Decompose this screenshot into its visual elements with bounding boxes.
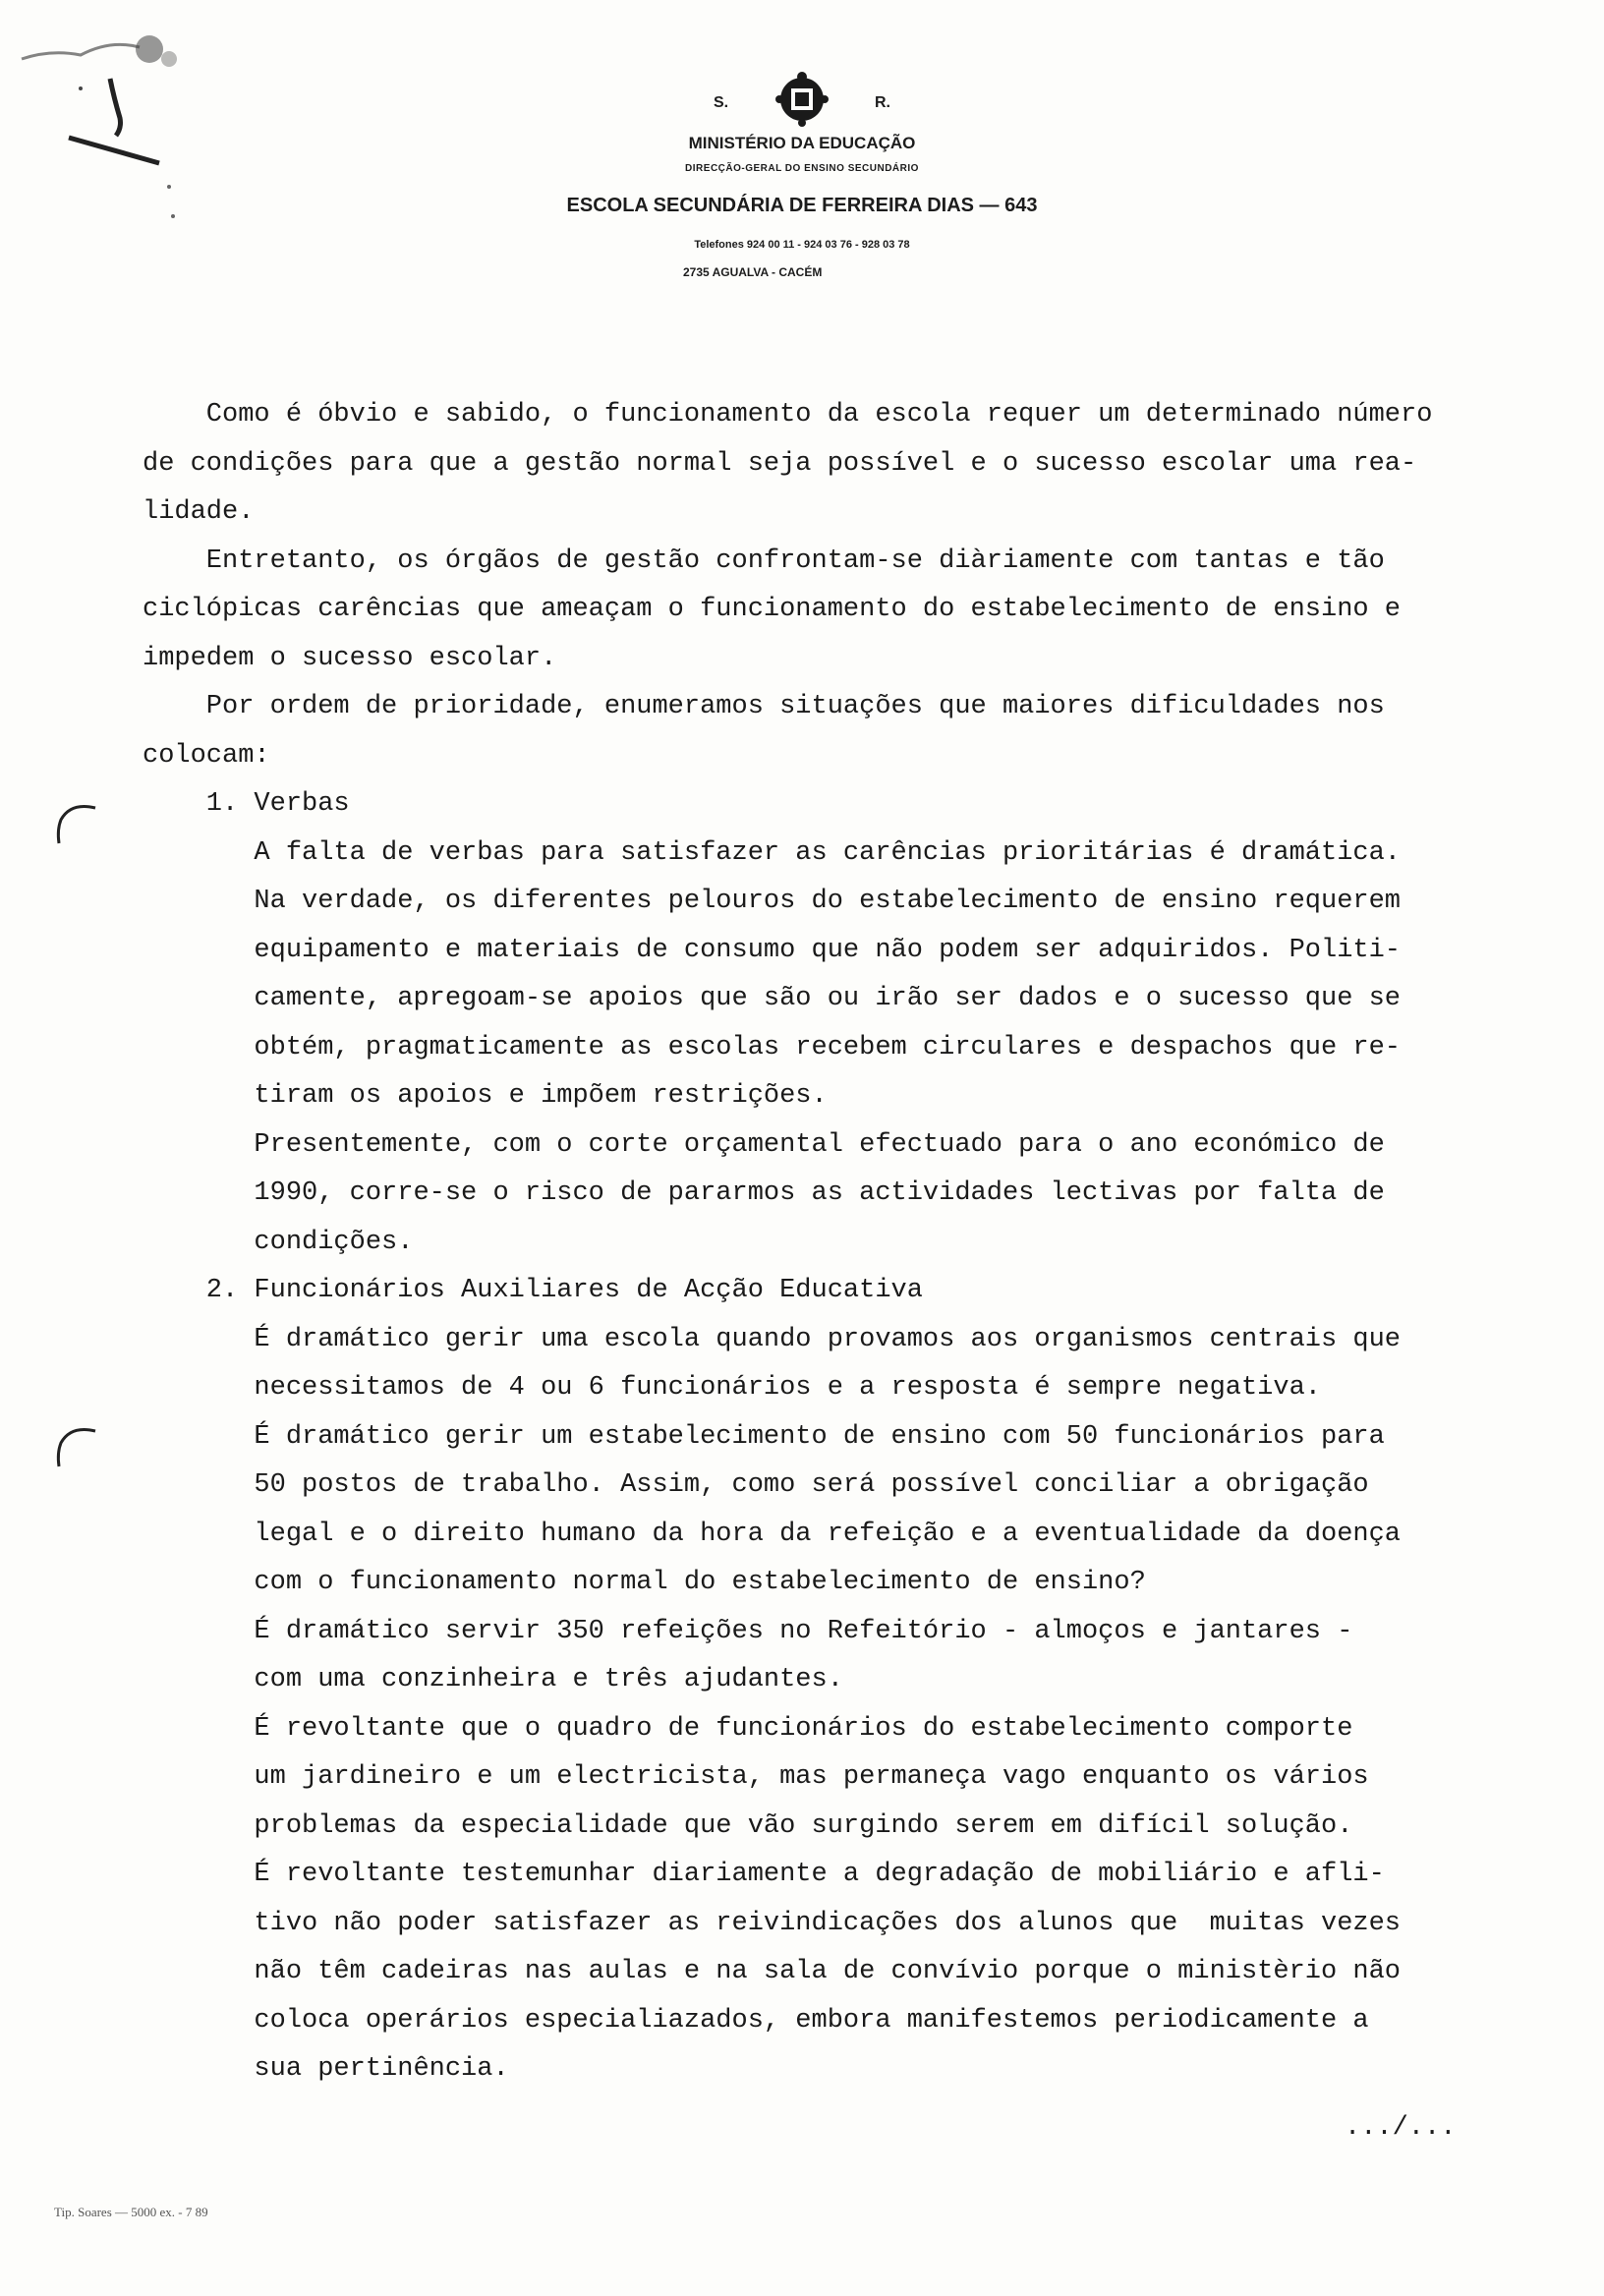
coat-of-arms-icon: [772, 71, 832, 128]
body-line: Presentemente, com o corte orçamental efectuado para o ano económico de: [143, 1129, 1385, 1160]
body-line: tiram os apoios e impõem restrições.: [143, 1081, 828, 1111]
body-line: camente, apregoam-se apoios que são ou irão ser dados e o sucesso que se: [143, 984, 1402, 1013]
body-line: coloca operários especialiazados, embora manifestemos periodicamente a: [143, 2005, 1369, 2036]
body-line: necessitamos de 4 ou 6 funcionários e a resposta é sempre negativa.: [143, 1373, 1321, 1403]
body-line: Na verdade, os diferentes pelouros do estabelecimento de ensino requerem: [143, 887, 1402, 916]
body-line: colocam:: [143, 740, 270, 771]
body-line: tivo não poder satisfazer as reivindicações dos alunos que muitas vezes: [143, 1908, 1402, 1938]
body-line: obtém, pragmaticamente as escolas recebem circulares e despachos que re-: [143, 1032, 1402, 1062]
continuation-mark: .../...: [1345, 2113, 1457, 2143]
seal-left-letter: S.: [714, 94, 729, 111]
body-line: equipamento e materiais de consumo que não podem ser adquiridos. Politi-: [143, 935, 1402, 965]
margin-bracket-icon: [51, 798, 100, 857]
school-name: ESCOLA SECUNDÁRIA DE FERREIRA DIAS — 643: [566, 195, 1038, 216]
body-line: com o funcionamento normal do estabelecimento de ensino?: [143, 1568, 1146, 1597]
body-line: impedem o sucesso escolar.: [143, 643, 557, 673]
letterhead-seal-row: [0, 71, 1604, 130]
body-line: 1. Verbas: [143, 789, 350, 819]
body-line: sua pertinência.: [143, 2054, 509, 2084]
school-phones: Telefones 924 00 11 - 924 03 76 - 928 03 78: [694, 239, 910, 251]
body-line: É dramático servir 350 refeições no Refeitório - almoços e jantares -: [143, 1616, 1353, 1646]
body-line: É revoltante testemunhar diariamente a degradação de mobiliário e afli-: [143, 1860, 1385, 1889]
body-line: A falta de verbas para satisfazer as carências prioritárias é dramática.: [143, 837, 1402, 868]
body-line: ciclópicas carências que ameaçam o funcionamento do estabelecimento de ensino e: [143, 595, 1402, 624]
printer-note: Tip. Soares — 5000 ex. - 7 89: [54, 2205, 208, 2219]
body-line: com uma conzinheira e três ajudantes.: [143, 1665, 843, 1694]
body-line: condições.: [143, 1227, 414, 1257]
school-address: 2735 AGUALVA - CACÉM: [683, 265, 823, 279]
body-line: não têm cadeiras nas aulas e na sala de convívio porque o ministèrio não: [143, 1957, 1402, 1986]
ministry-title: MINISTÉRIO DA EDUCAÇÃO: [688, 134, 916, 152]
margin-bracket-icon: [51, 1421, 100, 1480]
body-line: Como é óbvio e sabido, o funcionamento da escola requer um determinado número: [143, 400, 1433, 430]
directorate-title: DIRECÇÃO-GERAL DO ENSINO SECUNDÁRIO: [685, 163, 919, 174]
seal-right-letter: R.: [875, 94, 890, 111]
body-line: lidade.: [143, 497, 255, 527]
body-line: 50 postos de trabalho. Assim, como será possível conciliar a obrigação: [143, 1470, 1369, 1500]
body-line: Por ordem de prioridade, enumeramos situações que maiores dificuldades nos: [143, 692, 1385, 721]
body-line: 1990, corre-se o risco de pararmos as actividades lectivas por falta de: [143, 1178, 1385, 1208]
body-line: legal e o direito humano da hora da refeição e a eventualidade da doença: [143, 1519, 1402, 1549]
body-line: É revoltante que o quadro de funcionários do estabelecimento comporte: [143, 1713, 1353, 1744]
body-line: um jardineiro e um electricista, mas permaneça vago enquanto os vários: [143, 1762, 1369, 1792]
body-line: É dramático gerir uma escola quando provamos aos organismos centrais que: [143, 1324, 1402, 1354]
body-line: de condições para que a gestão normal seja possível e o sucesso escolar uma rea-: [143, 448, 1417, 479]
body-line: 2. Funcionários Auxiliares de Acção Educativa: [143, 1276, 923, 1305]
body-line: problemas da especialidade que vão surgindo serem em difícil solução.: [143, 1810, 1353, 1841]
body-line: Entretanto, os órgãos de gestão confrontam-se diàriamente com tantas e tão: [143, 545, 1385, 576]
body-line: É dramático gerir um estabelecimento de ensino com 50 funcionários para: [143, 1421, 1385, 1452]
